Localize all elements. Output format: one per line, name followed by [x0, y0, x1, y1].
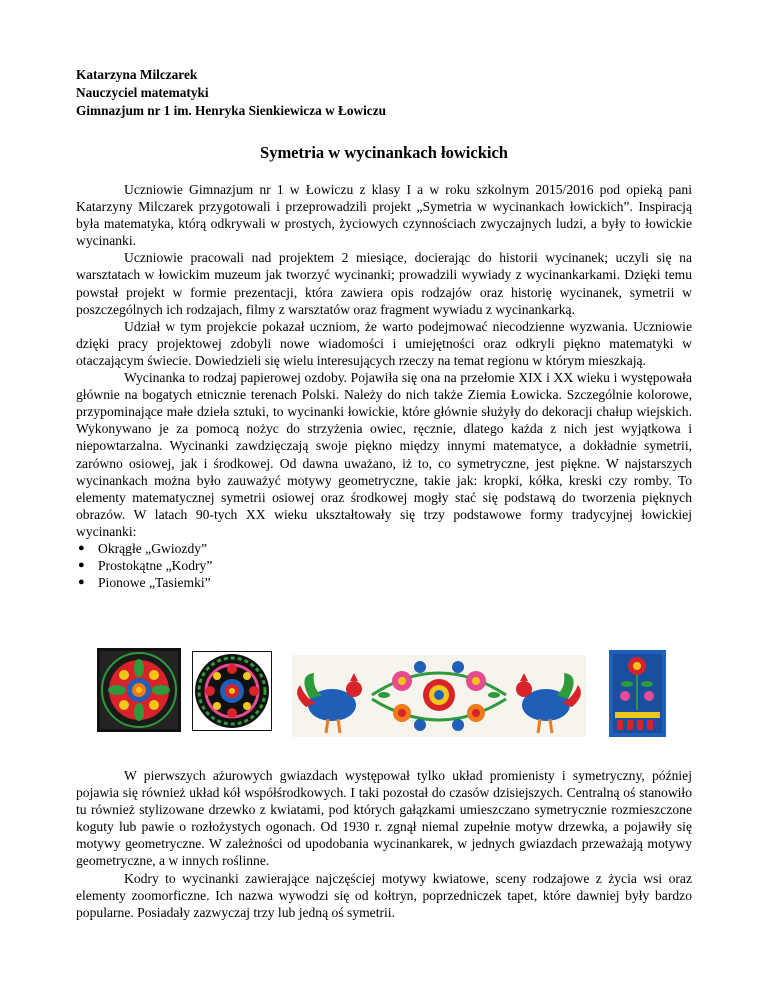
bullet-icon: ● — [78, 541, 85, 554]
wycinanka-gwiazda-image-1 — [97, 648, 181, 732]
wycinanka-gwiazda-image-2 — [192, 651, 272, 731]
document-title: Symetria w wycinankach łowickich — [260, 143, 508, 162]
list-item: ● Pionowe „Tasiemki” — [78, 575, 211, 591]
body-text — [76, 181, 692, 591]
paragraph-6: Kodry to wycinanki zawierające najczęściej motywy kwiatowe, sceny rodzajowe z życia wsi oraz elementy zoomorficzne. Ich nazwa wywodzi się od kołtryn, poprzedniczek tapet, które dawniej były bardzo popularne. Posiadały zazwyczaj trzy lub jedną oś symetrii. — [76, 870, 692, 920]
paragraph-1: Uczniowie Gimnazjum nr 1 w Łowiczu z klasy I a w roku szkolnym 2015/2016 pod opieką pani Katarzyny Milczarek przygotowali i przeprowadzili projekt „Symetria w wycinankach łowickich”. Inspiracją była matematyka, którą odkrywali w prostych, życiowych czynnościach zwyczajnych ludzi, a były to łowickie wycinanki. — [76, 182, 692, 249]
paragraph-2: Uczniowie pracowali nad projektem 2 miesiące, docierając do historii wycinanek; uczyli się na warsztatach w łowickim muzeum jak tworzyć wycinanki; prowadzili wywiady z wycinankarkami. Dzięki temu powstał projekt w formie prezentacji, która zawiera opis rodzajów oraz historię wycinanek, symetrii w poszczególnych ich rodzajach, filmy z warsztatów oraz fragment wywiadu z wycinankarką. — [76, 250, 692, 317]
author-role: Nauczyciel matematyki — [76, 85, 209, 100]
author-block — [76, 66, 386, 120]
paragraph-5: W pierwszych ażurowych gwiazdach występował tylko układ promienisty i symetryczny, później pojawia się również układ kół współśrodkowych. I taki pozostał do czasów dzisiejszych. Centralną oś stanowiło tu również stylizowane drzewko z kwiatami, pod których gałązkami umieszczano symetrycznie rozmieszczone koguty lub pawie o rozłożystych ogonach. Od 1930 r. zgnął niemal zupełnie motyw drzewka, a pojawiły się motywy geometryczne. W zależności od upodobania wycinankarek, w jednych gwiazdach przeważają motywy geometryczne, a w innych roślinne. — [76, 768, 692, 869]
wycinanka-kodra-image — [292, 655, 586, 737]
author-school: Gimnazjum nr 1 im. Henryka Sienkiewicza w Łowiczu — [76, 103, 387, 118]
paragraph-3: Udział w tym projekcie pokazał uczniom, że warto podejmować niecodzienne wyzwania. Uczniowie dzięki pracy projektowej zdobyli nowe wiadomości i umiejętności oraz odkryli piękno matematyki w otaczającym świecie. Dowiedzieli się wielu interesujących rzeczy na temat regionu w którym mieszkają. — [76, 318, 692, 368]
author-name: Katarzyna Milczarek — [76, 67, 198, 82]
bullet-icon: ● — [78, 576, 85, 589]
paragraph-4: Wycinanka to rodzaj papierowej ozdoby. Pojawiła się ona na przełomie XIX i XX wieku i występowała głównie na bogatych etnicznie terenach Polski. Należy do nich także Ziemia Łowicka. Szczególnie kolorowe, przypominające małe dzieła sztuki, to wycinanki łowickie, które głównie służyły do dekoracji chałup wiejskich. Wykonywano je za pomocą nożyc do strzyżenia owiec, ręcznie, dlatego każda z nich jest wyjątkowa i niepowtarzalna. Wycinanki zawdzięczają swoje piękno między innymi matematyce, a dokładnie symetrii, zarówno osiowej, jak i środkowej. Od dawna uważano, iż to, co symetryczne, jest piękne. W najstarszych wycinankach można było zauważyć motywy geometryczne, takie jak: kropki, kółka, kreski czy romby. To elementy matematycznej symetrii osiowej oraz środkowej mogły stać się podstawą do tworzenia pięknych obrazów. W latach 90-tych XX wieku ukształtowały się trzy podstawowe formy tradycyjnej łowickiej wycinanki: — [76, 370, 692, 539]
bullet-icon: ● — [78, 559, 85, 572]
body-text-2 — [76, 767, 692, 921]
list-item: ● Prostokątne „Kodry” — [78, 558, 213, 574]
wycinanka-tasiemka-image — [609, 650, 666, 737]
forms-list — [76, 540, 692, 591]
list-item: ● Okrągłe „Gwiozdy” — [78, 540, 208, 556]
